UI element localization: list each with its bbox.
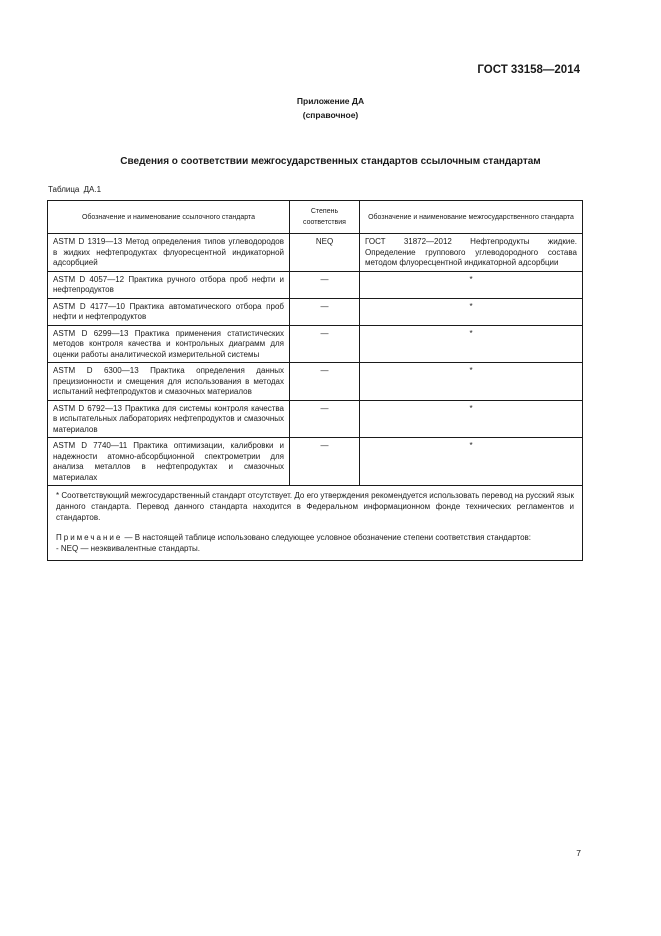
reference-standard-cell: ASTM D 4177—10 Практика автоматического отбора проб нефти и нефтепродуктов (48, 298, 290, 325)
interstate-standard-cell: * (360, 298, 583, 325)
degree-cell: NEQ (290, 234, 360, 272)
appendix-block (0, 94, 661, 122)
table-caption-label: Таблица (48, 185, 80, 194)
table-row (48, 298, 583, 325)
interstate-standard-cell: * (360, 271, 583, 298)
table-row (48, 271, 583, 298)
appendix-subtitle: (справочное) (302, 110, 359, 120)
reference-standard-cell: ASTM D 4057—12 Практика ручного отбора проб нефти и нефтепродуктов (48, 271, 290, 298)
degree-cell: — (290, 438, 360, 486)
table-header-row (48, 201, 583, 234)
column-header-reference: Обозначение и наименование ссылочного стандарта (48, 201, 290, 234)
note-item: - NEQ — неэквивалентные стандарты. (56, 544, 200, 553)
degree-cell: — (290, 363, 360, 401)
reference-standard-cell: ASTM D 6300—13 Практика определения данных прецизионности и смещения для использования в методах испытаний нефтепродуктов и смазочных материалов (48, 363, 290, 401)
reference-standard-cell: ASTM D 6299—13 Практика применения статистических методов контроля качества и контрольных диаграмм для оценки работы аналитической измерительной системы (48, 325, 290, 363)
column-header-degree: Степень соответствия (290, 201, 360, 234)
page-number: 7 (576, 848, 581, 858)
reference-standard-cell: ASTM D 6792—13 Практика для системы контроля качества в испытательных лабораториях нефтепродуктов и смазочных материалов (48, 400, 290, 438)
appendix-title: Приложение ДА (296, 96, 365, 106)
reference-standard-cell: ASTM D 7740—11 Практика оптимизации, калибровки и надежности атомно-абсорбционной спектрометрии для анализа металлов в нефтепродуктах и смазочных материалах (48, 438, 290, 486)
degree-cell: — (290, 298, 360, 325)
table-row (48, 325, 583, 363)
interstate-standard-cell: * (360, 438, 583, 486)
interstate-standard-cell: * (360, 400, 583, 438)
table-row (48, 438, 583, 486)
standard-number: ГОСТ 33158—2014 (477, 64, 580, 76)
table-row (48, 234, 583, 272)
note-text: — В настоящей таблице использовано следующее условное обозначение степени соответствия стандартов: (124, 533, 531, 542)
interstate-standard-cell: * (360, 325, 583, 363)
table-row (48, 363, 583, 401)
section-heading: Сведения о соответствии межгосударственных стандартов ссылочным стандартам (120, 156, 541, 167)
table-caption-number: ДА.1 (83, 185, 102, 194)
note-label: Примечание (56, 533, 123, 542)
correspondence-table (47, 200, 583, 561)
table-notes-row (48, 486, 583, 561)
interstate-standard-cell: ГОСТ 31872—2012 Нефтепродукты жидкие. Определение группового углеводородного состава методом флуоресцентной индикаторной адсорбции (360, 234, 583, 272)
degree-cell: — (290, 400, 360, 438)
reference-standard-cell: ASTM D 1319—13 Метод определения типов углеводородов в жидких нефтепродуктах флуоресцентной индикаторной адсорбцией (48, 234, 290, 272)
table-row (48, 400, 583, 438)
note-paragraph (56, 532, 574, 543)
table-caption (48, 185, 101, 194)
degree-cell: — (290, 271, 360, 298)
degree-cell: — (290, 325, 360, 363)
column-header-interstate: Обозначение и наименование межгосударственного стандарта (360, 201, 583, 234)
table-notes-cell (48, 486, 583, 561)
interstate-standard-cell: * (360, 363, 583, 401)
footnote-text: * Соответствующий межгосударственный стандарт отсутствует. До его утверждения рекомендуется использовать перевод на русский язык данного стандарта. Перевод данного стандарта находится в Федеральном информационном фонде технических регламентов и стандартов. (56, 491, 574, 522)
